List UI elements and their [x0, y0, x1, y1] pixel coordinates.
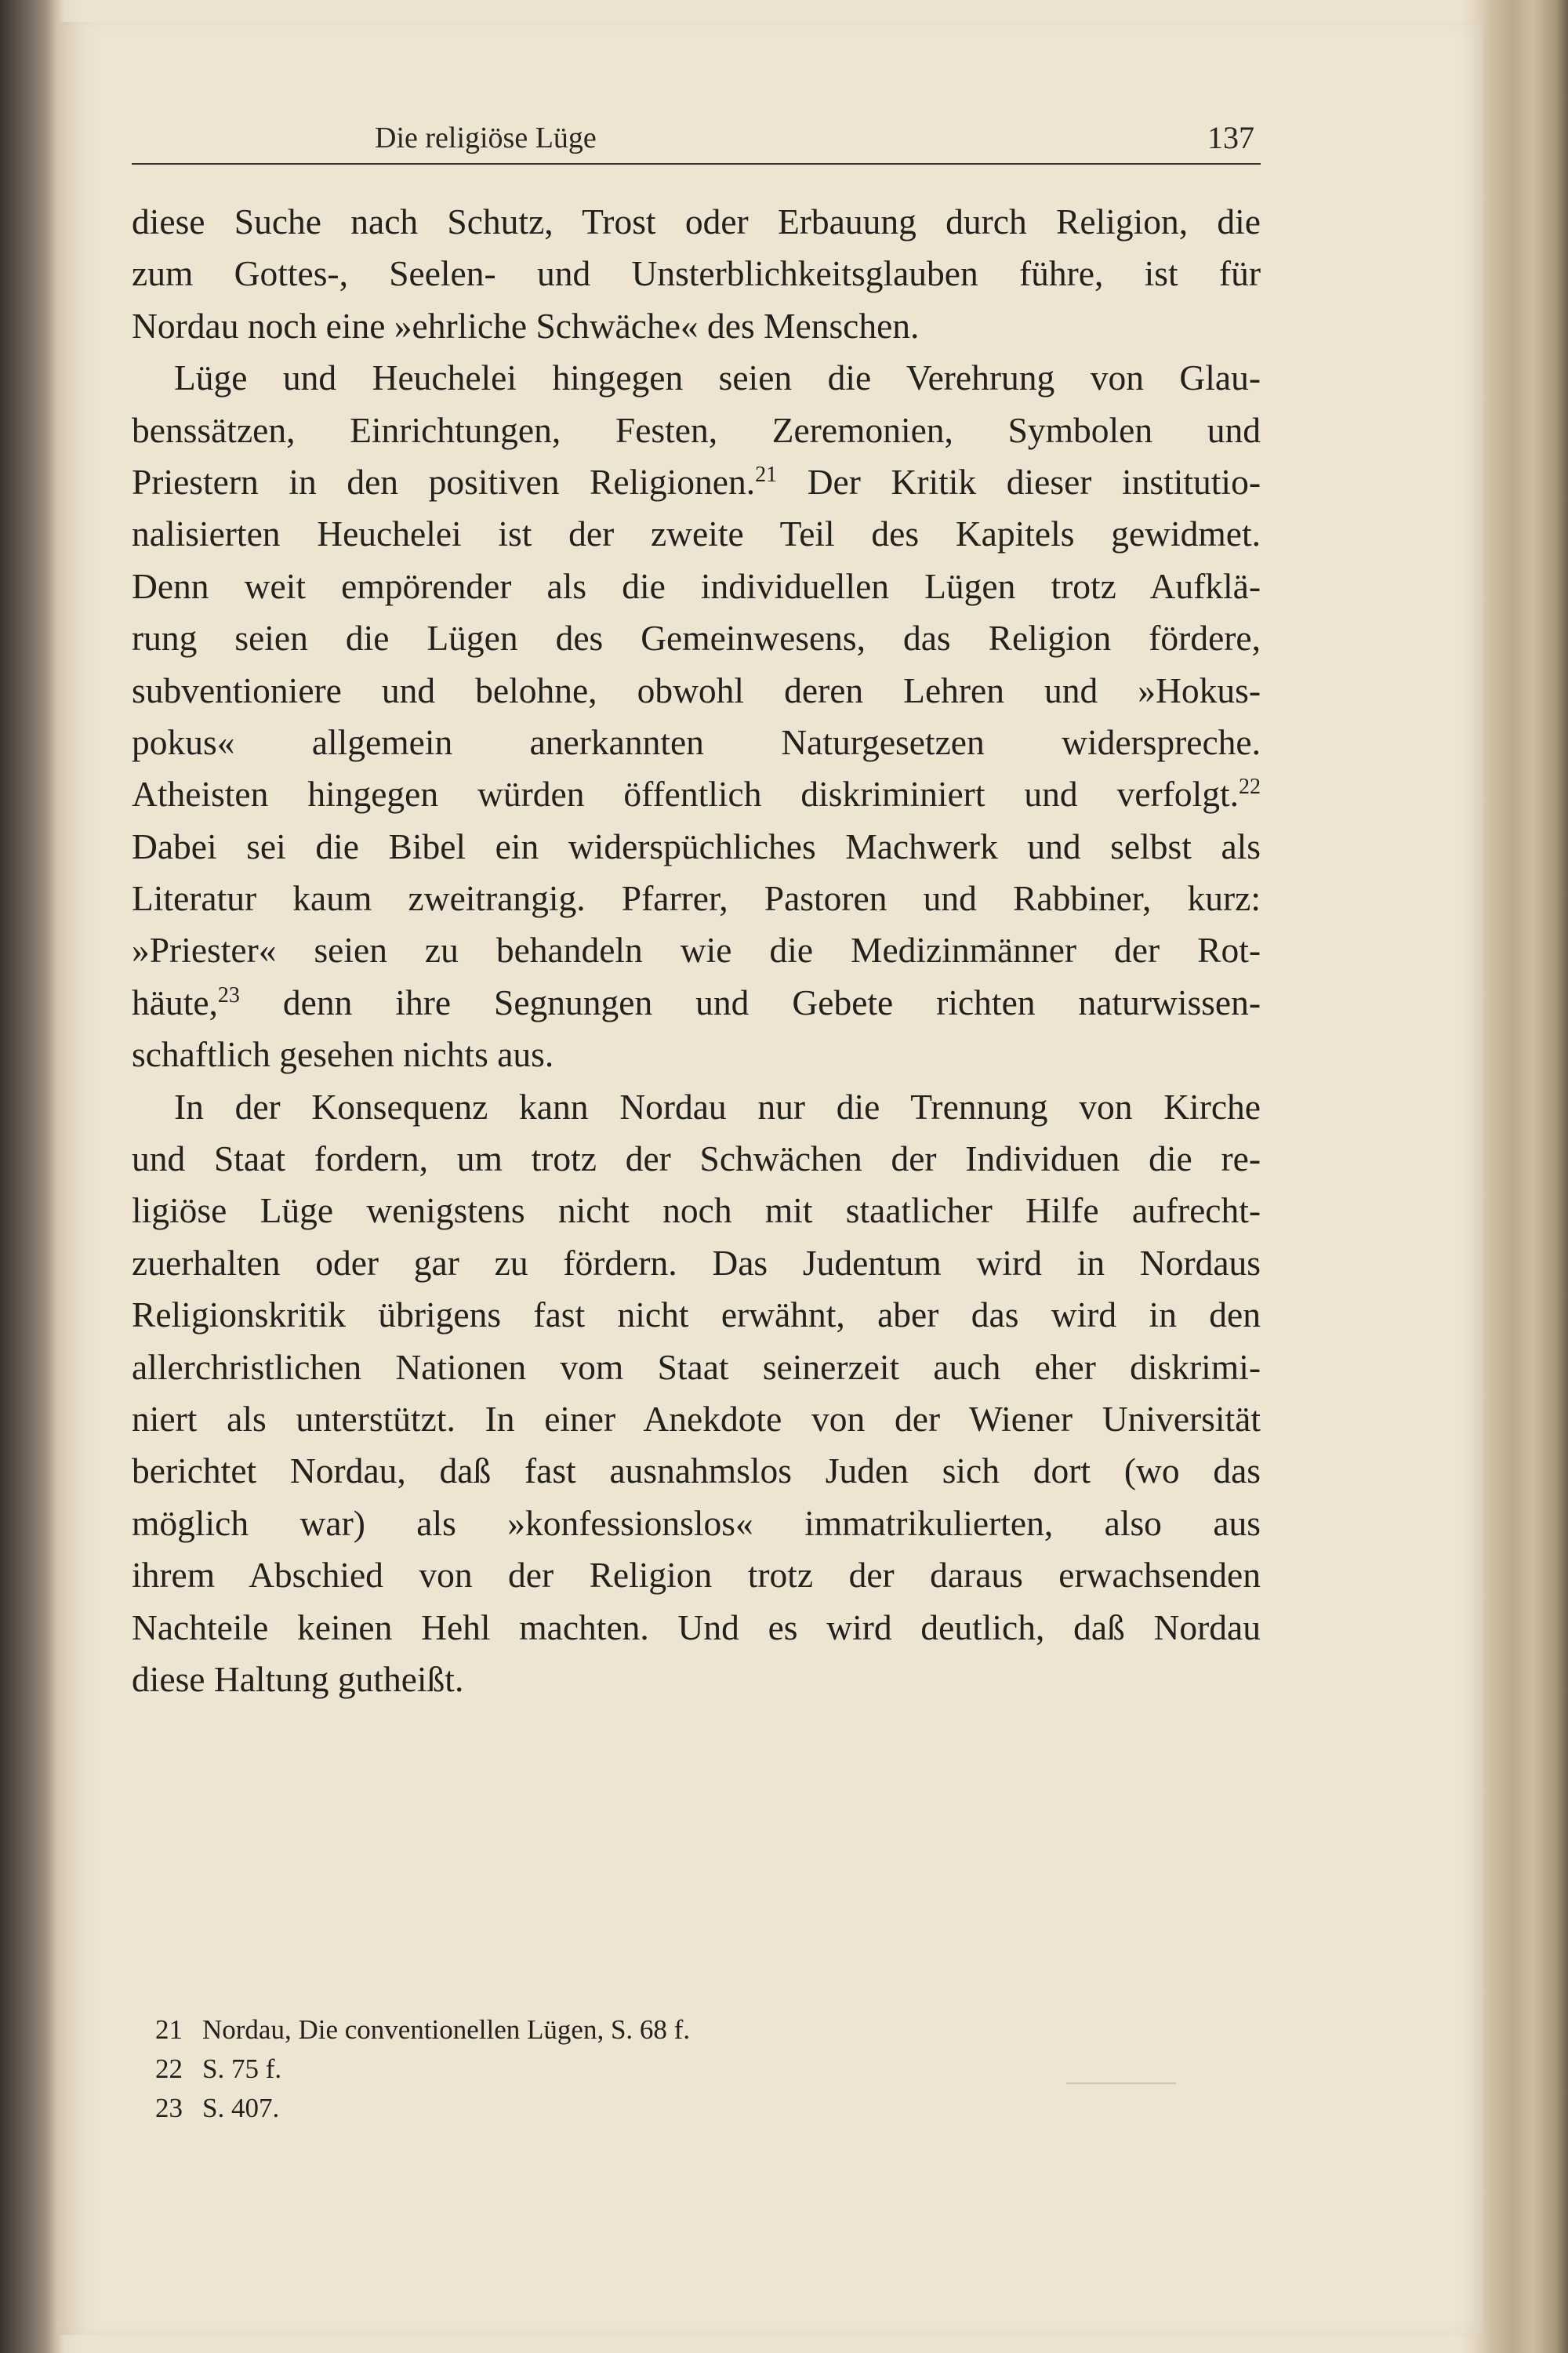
text-line: schaftlich gesehen nichts aus. — [132, 1034, 554, 1075]
text-line: rung seien die Lügen des Gemeinwesens, das Religion fördere, — [132, 618, 1261, 659]
text-line: diese Haltung gutheißt. — [132, 1658, 464, 1699]
text-line: möglich war) als »konfessionslos« immatrikulierten, also aus — [132, 1502, 1261, 1543]
footnote-ref-21: 21 — [755, 462, 778, 487]
text-line: Literatur kaum zweitrangig. Pfarrer, Pastoren und Rabbiner, kurz: — [132, 878, 1261, 919]
footnote-number: 23 — [155, 2093, 183, 2123]
text-fragment: Priestern in den positiven Religionen. — [132, 461, 756, 502]
text-line: zum Gottes-, Seelen- und Unsterblichkeitsglauben führe, ist für — [132, 253, 1261, 294]
text-line: pokus« allgemein anerkannten Naturgesetzen widerspreche. — [132, 721, 1261, 762]
text-line: Denn weit empörender als die individuellen Lügen trotz Aufklä- — [132, 565, 1261, 606]
text-line: berichtet Nordau, daß fast ausnahmslos Juden sich dort (wo das — [132, 1451, 1261, 1491]
running-header — [132, 116, 1261, 165]
paragraph-1 — [132, 196, 1261, 352]
footnote-ref-22: 22 — [1239, 775, 1261, 800]
text-fragment: häute, — [132, 982, 218, 1022]
footnote-ref-23: 23 — [217, 982, 240, 1008]
text-line: subventioniere und belohne, obwohl deren Lehren und »Hokus- — [132, 670, 1261, 710]
text-fragment: Atheisten hingegen würden öffentlich diskriminiert und verfolgt. — [132, 774, 1239, 815]
paragraph-2 — [132, 352, 1261, 1080]
footnote-text: Nordau, Die conventionellen Lügen, S. 68 f. — [202, 2014, 691, 2045]
text-fragment: denn ihre Segnungen und Gebete richten naturwissen- — [239, 982, 1261, 1022]
footnote-text: S. 407. — [202, 2093, 280, 2123]
text-line: allerchristlichen Nationen vom Staat seinerzeit auch eher diskrimi- — [132, 1346, 1261, 1387]
text-line — [132, 456, 1261, 508]
paragraph-3 — [132, 1081, 1261, 1706]
footnote-number: 22 — [155, 2053, 183, 2084]
text-line: diese Suche nach Schutz, Trost oder Erbauung durch Religion, die — [132, 202, 1261, 241]
text-line: ihrem Abschied von der Religion trotz der daraus erwachsenden — [132, 1555, 1261, 1596]
text-line: Nordau noch eine »ehrliche Schwäche« des Menschen. — [132, 305, 920, 346]
footnote-21 — [155, 2010, 1096, 2050]
footnote-text: S. 75 f. — [202, 2053, 282, 2084]
text-line: benssätzen, Einrichtungen, Festen, Zeremonien, Symbolen und — [132, 409, 1261, 450]
running-title: Die religiöse Lüge — [375, 122, 597, 154]
text-line: zuerhalten oder gar zu fördern. Das Judentum wird in Nordaus — [132, 1242, 1261, 1283]
footnote-number: 21 — [155, 2014, 183, 2045]
footnote-23 — [155, 2089, 1096, 2128]
text-line: Dabei sei die Bibel ein widerspüchliches Machwerk und selbst als — [132, 826, 1261, 866]
text-line: »Priester« seien zu behandeln wie die Medizinmänner der Rot- — [132, 930, 1261, 971]
text-line — [132, 768, 1261, 820]
body-text — [132, 196, 1261, 1705]
text-line: nalisierten Heuchelei ist der zweite Teil des Kapitels gewidmet. — [132, 514, 1261, 554]
page-number: 137 — [1207, 120, 1254, 155]
text-line — [132, 977, 1261, 1029]
text-line: und Staat fordern, um trotz der Schwächen der Individuen die re- — [132, 1138, 1261, 1179]
text-line: ligiöse Lüge wenigstens nicht noch mit staatlicher Hilfe aufrecht- — [132, 1190, 1261, 1231]
footnotes — [155, 2010, 1096, 2128]
footnote-22 — [155, 2050, 1096, 2089]
text-fragment: Der Kritik dieser institutio- — [777, 461, 1261, 502]
text-line: niert als unterstützt. In einer Anekdote von der Wiener Universität — [132, 1398, 1261, 1439]
text-line: Nachteile keinen Hehl machten. Und es wird deutlich, daß Nordau — [132, 1607, 1261, 1647]
text-line: Lüge und Heuchelei hingegen seien die Verehrung von Glau- — [174, 358, 1261, 398]
text-line: In der Konsequenz kann Nordau nur die Trennung von Kirche — [174, 1086, 1261, 1127]
text-line: Religionskritik übrigens fast nicht erwähnt, aber das wird in den — [132, 1295, 1261, 1335]
